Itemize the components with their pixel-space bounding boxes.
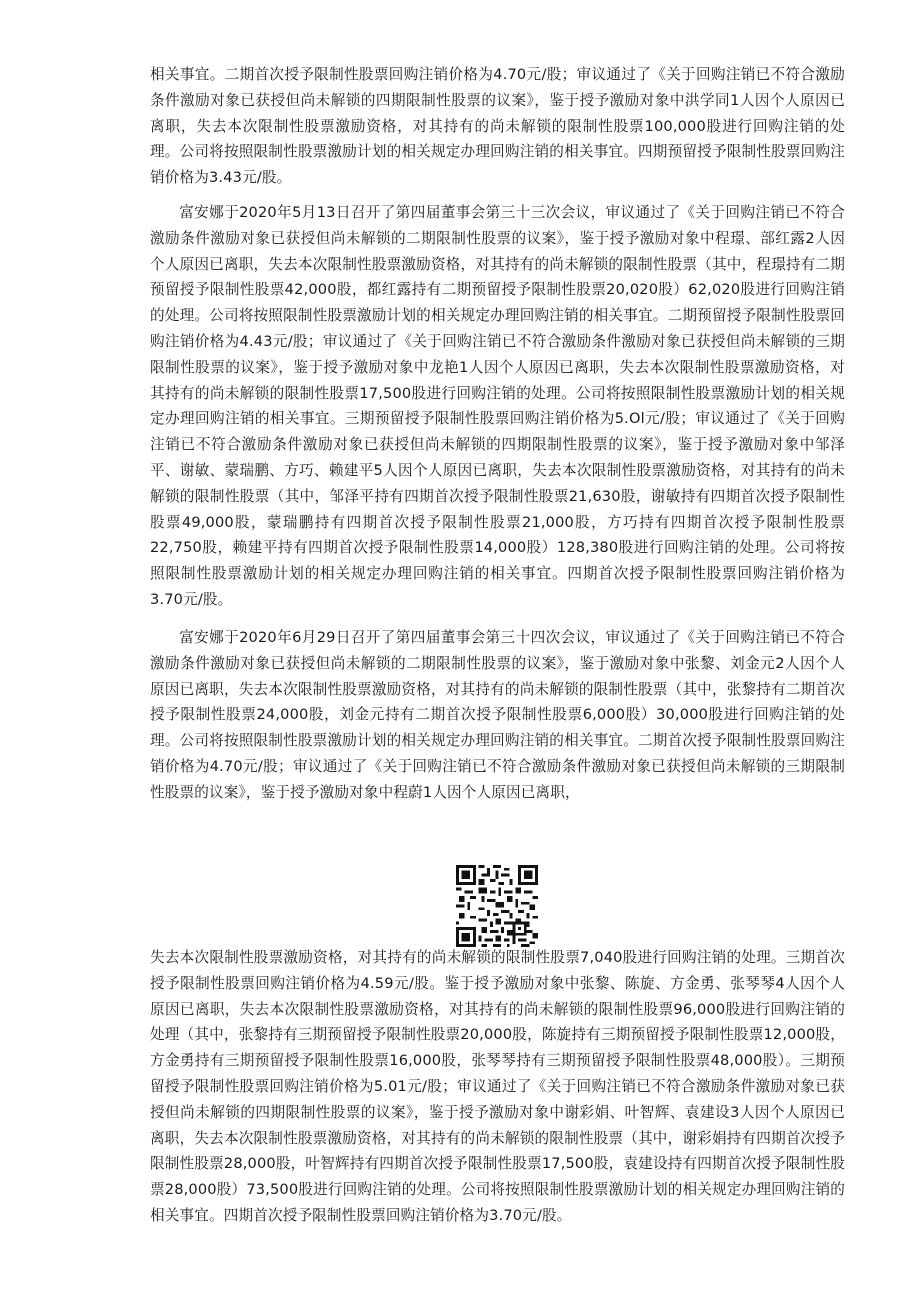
paragraph-continuation-1: 相关事宜。二期首次授予限制性股票回购注销价格为4.70元/股；审议通过了《关于回购注销已不符合激励条件激励对象已获授但尚未解锁的四期限制性股票的议案》，鉴于授予激励对象中洪学同1人因个人原因已离职，失去本次限制性股票激励资格，对其持有的尚未解锁的限制性股票100,000股进行回购注销的处理。公司将按照限制性股票激励计划的相关规定办理回购注销的相关事宜。四期预留授予限制性股票回购注销价格为3.43元/股。 [150, 66, 845, 187]
paragraph-continuation-2: 失去本次限制性股票激励资格，对其持有的尚未解锁的限制性股票7,040股进行回购注销的处理。三期首次授予限制性股票回购注销价格为4.59元/股。鉴于授予激励对象中张黎、陈旋、方金勇、张琴琴4人因个人原因已离职，失去本次限制性股票激励资格，对其持有的尚未解锁的限制性股票96,000股进行回购注销的处理（其中，张黎持有三期预留授予限制性股票20,000股，陈旋持有三期预留授予限制性股票12,000股，方金勇持有三期预留授予限制性股票16,000股，张琴琴持有三期预留授予限制性股票48,000股）。三期预留授予限制性股票回购注销价格为5.01元/股；审议通过了《关于回购注销已不符合激励条件激励对象已获授但尚未解锁的四期限制性股票的议案》，鉴于授予激励对象中谢彩娟、叶智辉、袁建设3人因个人原因已离职，失去本次限制性股票激励资格，对其持有的尚未解锁的限制性股票（其中，谢彩娟持有四期首次授予限制性股票28,000股，叶智辉持有四期首次授予限制性股票17,500股，袁建设持有四期首次授予限制性股票28,000股）73,500股进行回购注销的处理。公司将按照限制性股票激励计划的相关规定办理回购注销的相关事宜。四期首次授予限制性股票回购注销价格为3.70元/股。 [150, 949, 845, 1224]
paragraph-board-meeting-june: 富安娜于2020年6月29日召开了第四届董事会第三十四次会议，审议通过了《关于回购注销已不符合激励条件激励对象已获授但尚未解锁的二期限制性股票的议案》，鉴于激励对象中张黎、刘金元2人因个人原因已离职，失去本次限制性股票激励资格，对其持有的尚未解锁的限制性股票（其中，张黎持有二期首次授予限制性股票24,000股，刘金元持有二期首次授予限制性股票6,000股）30,000股进行回购注销的处理。公司将按照限制性股票激励计划的相关规定办理回购注销的相关事宜。二期首次授予限制性股票回购注销价格为4.70元/股；审议通过了《关于回购注销已不符合激励条件激励对象已获授但尚未解锁的三期限制性股票的议案》，鉴于授予激励对象中程蔚1人因个人原因已离职， [150, 629, 845, 801]
qr-code-icon [456, 865, 538, 947]
paragraph-board-meeting-may: 富安娜于2020年5月13日召开了第四届董事会第三十三次会议，审议通过了《关于回购注销已不符合激励条件激励对象已获授但尚未解锁的二期限制性股票的议案》，鉴于授予激励对象中程璟、部红露2人因个人原因已离职，失去本次限制性股票激励资格，对其持有的尚未解锁的限制性股票（其中，程璟持有二期预留授予限制性股票42,000股，都红露持有二期预留授予限制性股票20,020股）62,020股进行回购注销的处理。公司将按照限制性股票激励计划的相关规定办理回购注销的相关事宜。二期预留授予限制性股票回购注销价格为4.43元/股；审议通过了《关于回购注销已不符合激励条件激励对象已获授但尚未解锁的三期限制性股票的议案》，鉴于授予激励对象中龙艳1人因个人原因已离职，失去本次限制性股票激励资格，对其持有的尚未解锁的限制性股票17,500股进行回购注销的处理。公司将按照限制性股票激励计划的相关规定办理回购注销的相关事宜。三期预留授予限制性股票回购注销价格为5.Ol元/股；审议通过了《关于回购注销已不符合激励条件激励对象已获授但尚未解锁的四期限制性股票的议案》，鉴于授予激励对象中邹泽平、谢敏、蒙瑞鹏、方巧、赖建平5人因个人原因已离职，失去本次限制性股票激励资格，对其持有的尚未解锁的限制性股票（其中，邹泽平持有四期首次授予限制性股票21,630股，谢敏持有四期首次授予限制性股票49,000股，蒙瑞鹏持有四期首次授予限制性股票21,000股，方巧持有四期首次授予限制性股票22,750股，赖建平持有四期首次授予限制性股票14,000股）128,380股进行回购注销的处理。公司将按照限制性股票激励计划的相关规定办理回购注销的相关事宜。四期首次授予限制性股票回购注销价格为3.70元/股。 [150, 204, 845, 608]
